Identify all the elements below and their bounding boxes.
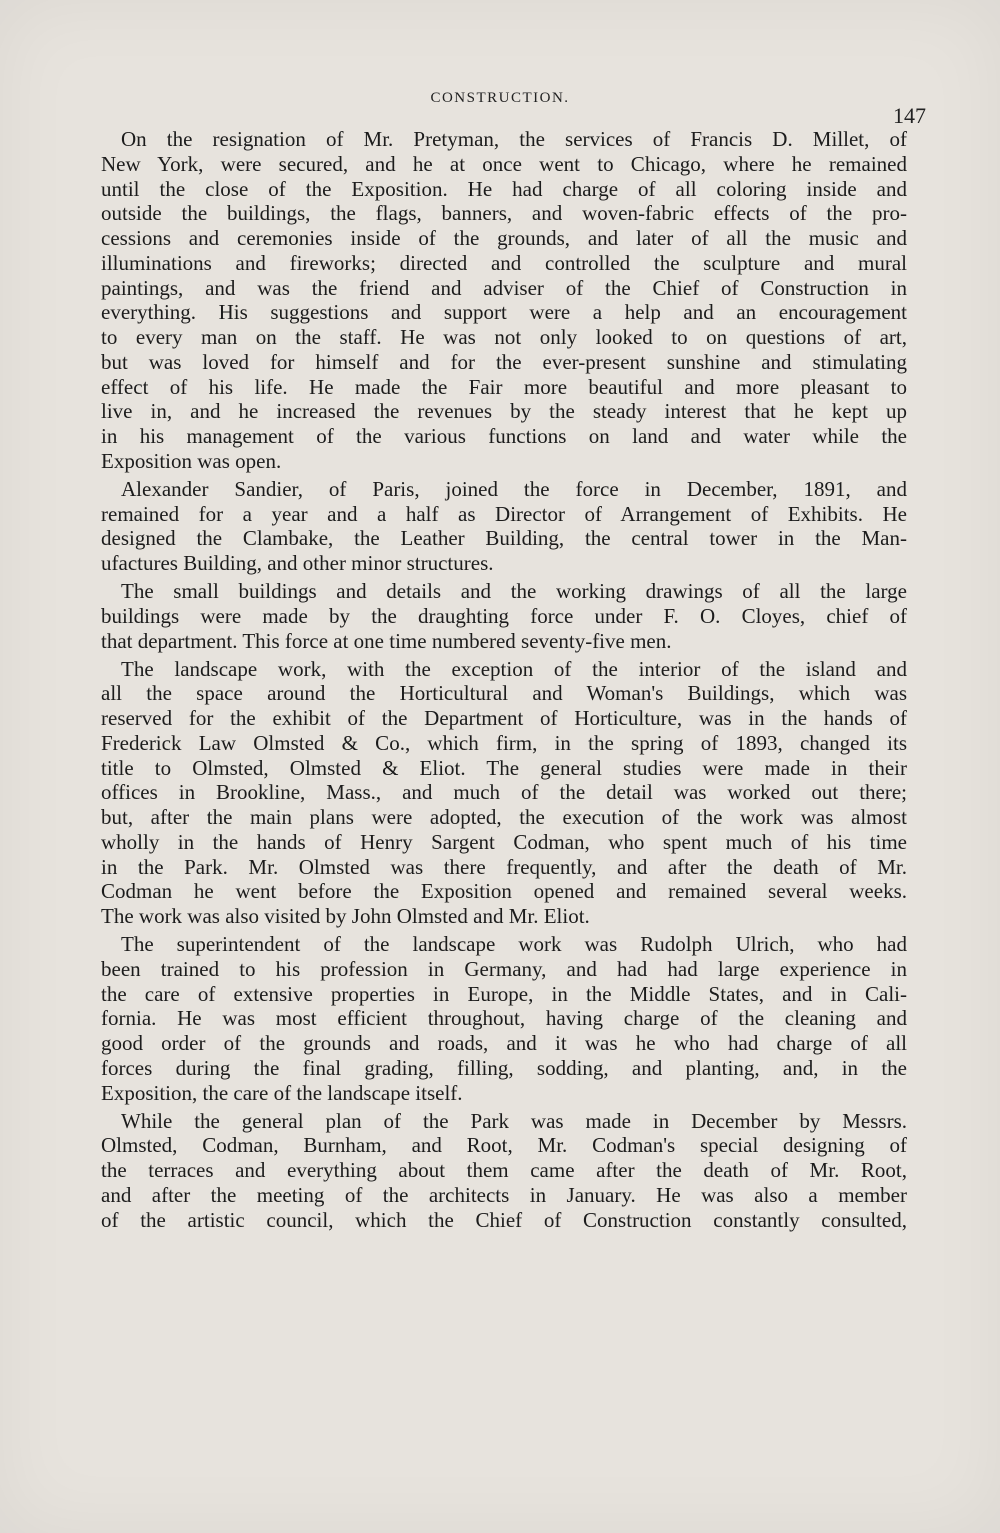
text-line: been trained to his profession in Germany, and had had large experience in [101, 956, 907, 981]
text-line: While the general plan of the Park was made in December by Messrs. [121, 1108, 907, 1133]
text-line: On the resignation of Mr. Pretyman, the services of Francis D. Millet, of [121, 127, 907, 151]
body-text [101, 127, 907, 1232]
text-line: effect of his life. He made the Fair more beautiful and more pleasant to [101, 374, 907, 399]
text-line: The superintendent of the landscape work was Rudolph Ulrich, who had [121, 932, 907, 956]
text-line: but was loved for himself and for the ever-present sunshine and stimulating [101, 349, 907, 374]
text-line: live in, and he increased the revenues by the steady interest that he kept up [101, 399, 907, 424]
text-line: everything. His suggestions and support were a help and an encouragement [101, 300, 907, 325]
paragraph [101, 1109, 907, 1233]
text-line: cessions and ceremonies inside of the grounds, and later of all the music and [101, 226, 907, 250]
text-line: good order of the grounds and roads, and it was he who had charge of all [101, 1031, 907, 1055]
text-line: Olmsted, Codman, Burnham, and Root, Mr. Codman's special designing of [101, 1133, 907, 1158]
text-line: of the artistic council, which the Chief of Construction constantly consulted, [101, 1207, 907, 1232]
text-line: Exposition was open. [101, 448, 282, 473]
text-line: fornia. He was most efficient throughout, having charge of the cleaning and [101, 1006, 907, 1031]
text-line: reserved for the exhibit of the Department of Horticulture, was in the hands of [101, 706, 907, 730]
text-line: until the close of the Exposition. He had charge of all coloring inside and [101, 176, 907, 201]
text-line: offices in Brookline, Mass., and much of the detail was worked out there; [101, 780, 907, 805]
paragraph [101, 579, 907, 653]
text-line: but, after the main plans were adopted, the execution of the work was almost [101, 805, 907, 829]
paragraph [101, 657, 907, 929]
text-line: forces during the final grading, filling, sodding, and planting, and, in the [101, 1055, 907, 1080]
text-line: and after the meeting of the architects in January. He was also a member [101, 1182, 907, 1207]
text-line: title to Olmsted, Olmsted & Eliot. The general studies were made in their [101, 755, 907, 780]
text-line: illuminations and fireworks; directed and controlled the sculpture and mural [101, 250, 907, 275]
text-line: The landscape work, with the exception of the interior of the island and [121, 656, 907, 681]
text-line: wholly in the hands of Henry Sargent Codman, who spent much of his time [101, 829, 907, 854]
text-line: paintings, and was the friend and adviser of the Chief of Construction in [101, 275, 907, 300]
paragraph [101, 932, 907, 1105]
text-line: ufactures Building, and other minor structures. [101, 551, 494, 575]
page-number: 147 [893, 103, 926, 128]
text-line: remained for a year and a half as Director of Arrangement of Exhibits. He [101, 501, 907, 526]
paragraph [101, 477, 907, 576]
text-line: all the space around the Horticultural and Woman's Buildings, which was [101, 681, 907, 706]
text-line: that department. This force at one time numbered seventy-five men. [101, 628, 672, 653]
text-line: in his management of the various functions on land and water while the [101, 424, 907, 448]
running-title: CONSTRUCTION. [430, 90, 570, 106]
text-line: Alexander Sandier, of Paris, joined the force in December, 1891, and [121, 476, 907, 501]
text-line: the terraces and everything about them came after the death of Mr. Root, [101, 1158, 907, 1182]
text-line: New York, were secured, and he at once went to Chicago, where he remained [101, 151, 907, 176]
text-line: Codman he went before the Exposition opened and remained several weeks. [101, 879, 907, 904]
text-line: in the Park. Mr. Olmsted was there frequently, and after the death of Mr. [101, 854, 907, 879]
text-line: Exposition, the care of the landscape itself. [101, 1080, 463, 1105]
text-line: The work was also visited by John Olmsted and Mr. Eliot. [101, 904, 590, 928]
text-line: The small buildings and details and the working drawings of all the large [121, 579, 907, 603]
text-line: the care of extensive properties in Europe, in the Middle States, and in Cali- [101, 981, 907, 1006]
text-line: to every man on the staff. He was not only looked to on questions of art, [101, 325, 907, 349]
text-line: designed the Clambake, the Leather Building, the central tower in the Man- [101, 526, 907, 551]
text-line: outside the buildings, the flags, banners, and woven-fabric effects of the pro- [101, 201, 907, 226]
paragraph [101, 127, 907, 474]
text-line: buildings were made by the draughting force under F. O. Cloyes, chief of [101, 603, 907, 628]
text-line: Frederick Law Olmsted & Co., which firm, in the spring of 1893, changed its [101, 730, 907, 755]
